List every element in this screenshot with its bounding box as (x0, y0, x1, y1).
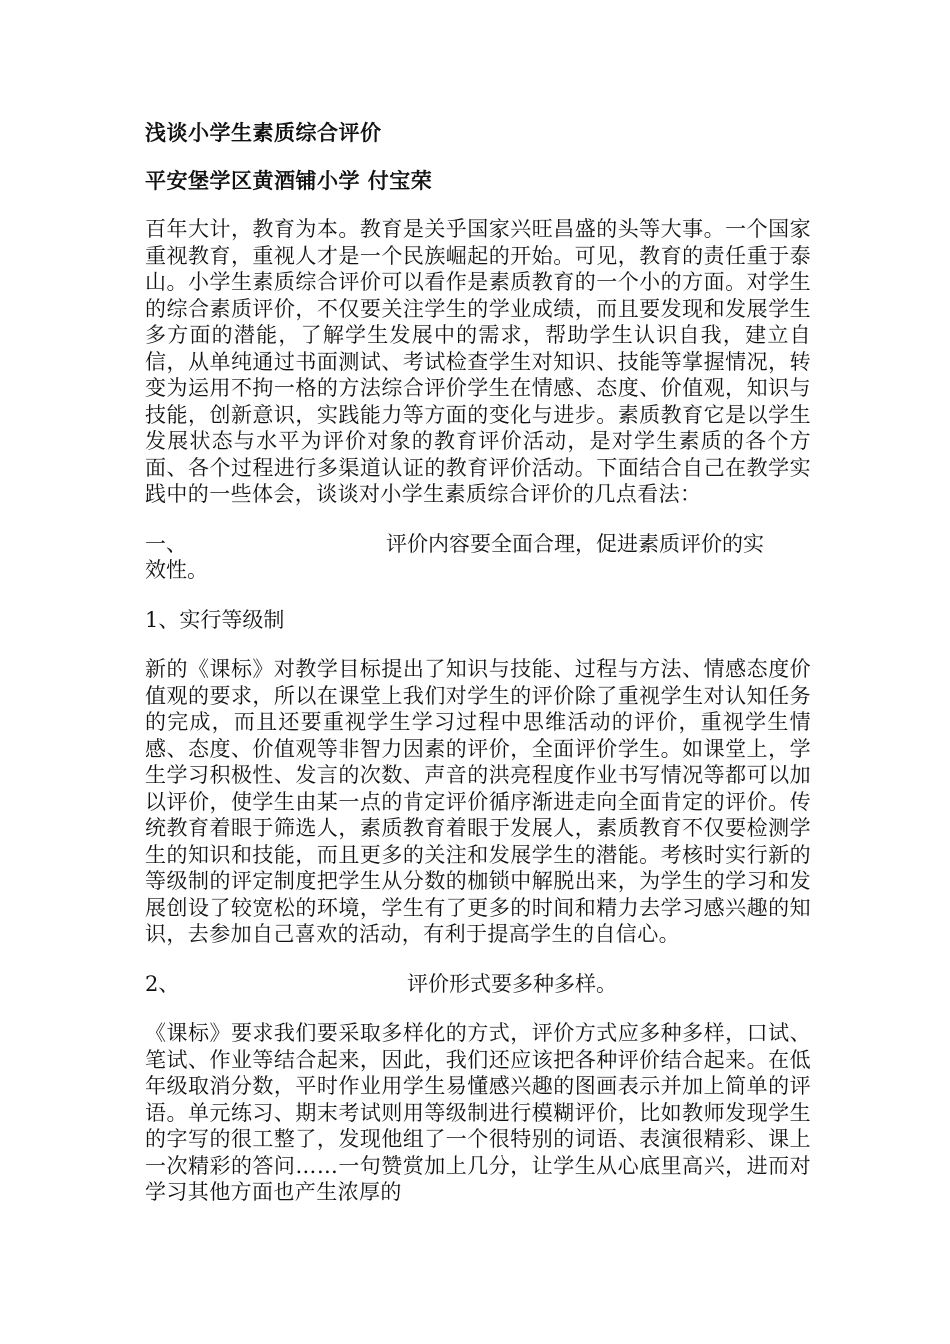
author-line: 平安堡学区黄酒铺小学 付宝荣 (145, 169, 433, 193)
section-2-number: 2、 (145, 971, 180, 996)
subheading-1: 1、实行等级制 (145, 607, 285, 632)
section-1-text-tail: 效性。 (145, 558, 208, 582)
paragraph-1: 新的《课标》对教学目标提出了知识与技能、过程与方法、情感态度价值观的要求，所以在课堂上我们对学生的评价除了重视学生对认知任务的完成，而且还要重视学生学习过程中思维活动的评价，重视学生情感、态度、价值观等非智力因素的评价，全面评价学生。如课堂上，学生学习积极性、发言的次数、声音的洪亮程度作业书写情况等都可以加以评价，使学生由某一点的肯定评价循序渐进走向全面肯定的评价。传统教育着眼于筛选人，素质教育着眼于发展人，素质教育不仅要检测学生的知识和技能，而且更多的关注和发展学生的潜能。考核时实行新的等级制的评定制度把学生从分数的枷锁中解脱出来，为学生的学习和发展创设了较宽松的环境，学生有了更多的时间和精力去学习感兴趣的知识，去参加自己喜欢的活动，有利于提高学生的自信心。 (145, 657, 811, 946)
intro-paragraph: 百年大计，教育为本。教育是关乎国家兴旺昌盛的头等大事。一个国家重视教育，重视人才是一个民族崛起的开始。可见，教育的责任重于泰山。小学生素质综合评价可以看作是素质教育的一个小的方面。对学生的综合素质评价，不仅要关注学生的学业成绩，而且要发现和发展学生多方面的潜能，了解学生发展中的需求，帮助学生认识自我，建立自信，从单纯通过书面测试、考试检查学生对知识、技能等掌握情况，转变为运用不拘一格的方法综合评价学生在情感、态度、价值观，知识与技能，创新意识，实践能力等方面的变化与进步。素质教育它是以学生发展状态与水平为评价对象的教育评价活动，是对学生素质的各个方面、各个过程进行多渠道认证的教育评价活动。下面结合自己在教学实践中的一些体会，谈谈对小学生素质综合评价的几点看法： (145, 217, 811, 506)
section-2-text: 评价形式要多种多样。 (407, 971, 617, 996)
document-title: 浅谈小学生素质综合评价 (145, 121, 382, 145)
section-1-number: 一、 (145, 531, 187, 556)
section-1-heading (145, 531, 811, 584)
section-1-text: 评价内容要全面合理，促进素质评价的实 (386, 531, 764, 556)
document-page (145, 118, 811, 1229)
section-2-heading (145, 971, 811, 998)
paragraph-2: 《课标》要求我们要采取多样化的方式，评价方式应多种多样，口试、笔试、作业等结合起来，因此，我们还应该把各种评价结合起来。在低年级取消分数，平时作业用学生易懂感兴趣的图画表示并加上简单的评语。单元练习、期末考试则用等级制进行模糊评价，比如教师发现学生的字写的很工整了，发现他组了一个很特别的词语、表演很精彩、课上一次精彩的答问……一句赞赏加上几分，让学生从心底里高兴，进而对学习其他方面也产生浓厚的 (145, 1021, 811, 1204)
